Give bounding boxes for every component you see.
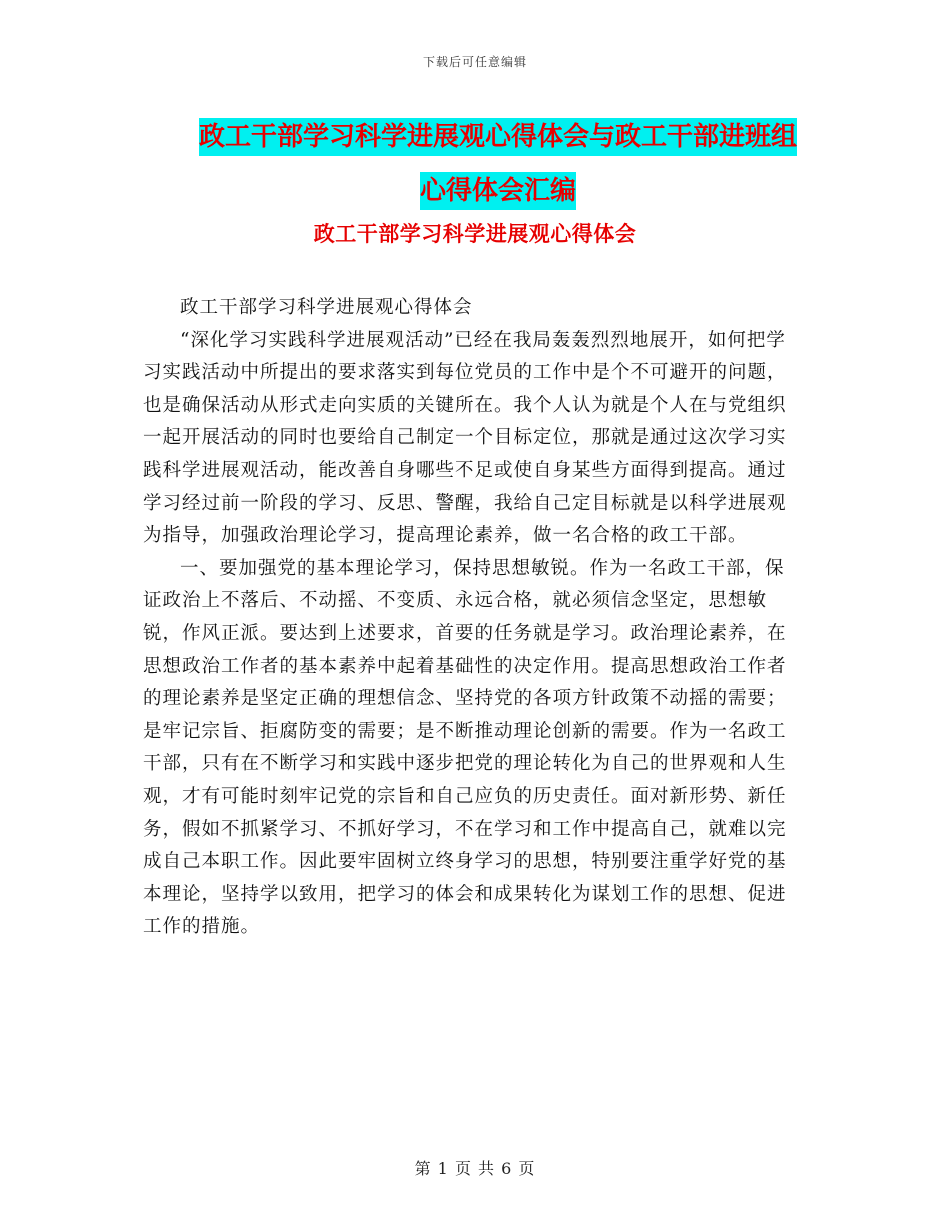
page-number: 第 1 页 共 6 页 xyxy=(414,1159,536,1178)
body-paragraph-intro: “深化学习实践科学进展观活动”已经在我局轰轰烈烈地展开，如何把学习实践活动中所提出的要求落实到每位党员的工作中是个不可避开的问题，也是确保活动从形式走向实质的关键所在。我个人认为就是个人在与党组织一起开展活动的同时也要给自己制定一个目标定位，那就是通过这次学习实践科学进展观活动，能改善自身哪些不足或使自身某些方面得到提高。通过学习经过前一阶段的学习、反思、警醒，我给自己定目标就是以科学进展观为指导，加强政治理论学习，提高理论素养，做一名合格的政工干部。 xyxy=(143,329,787,547)
document-title xyxy=(188,110,808,218)
page-header-note: 下载后可任意编辑 xyxy=(422,55,527,69)
body-paragraph-point-one: 一、要加强党的基本理论学习，保持思想敏锐。作为一名政工干部，保证政治上不落后、不动摇、不变质、永远合格，就必须信念坚定，思想敏锐，作风正派。要达到上述要求，首要的任务就是学习。政治理论素养，在思想政治工作者的基本素养中起着基础性的决定作用。提高思想政治工作者的理论素养是坚定正确的理想信念、坚持党的各项方针政策不动摇的需要；是牢记宗旨、拒腐防变的需要；是不断推动理论创新的需要。作为一名政工干部，只有在不断学习和实践中逐步把党的理论转化为自己的世界观和人生观，才有可能时刻牢记党的宗旨和自己应负的历史责任。面对新形势、新任务，假如不抓紧学习、不抓好学习，不在学习和工作中提高自己，就难以完成自己本职工作。因此要牢固树立终身学习的思想，特别要注重学好党的基本理论，坚持学以致用，把学习的体会和成果转化为谋划工作的思想、促进工作的措施。 xyxy=(143,557,787,938)
section-title: 政工干部学习科学进展观心得体会 xyxy=(313,222,637,246)
document-body xyxy=(143,292,803,944)
document-title-line-2: 心得体会汇编 xyxy=(420,172,576,210)
document-title-line-1: 政工干部学习科学进展观心得体会与政工干部进班组 xyxy=(199,118,797,156)
body-paragraph-subtitle: 政工干部学习科学进展观心得体会 xyxy=(180,297,473,318)
